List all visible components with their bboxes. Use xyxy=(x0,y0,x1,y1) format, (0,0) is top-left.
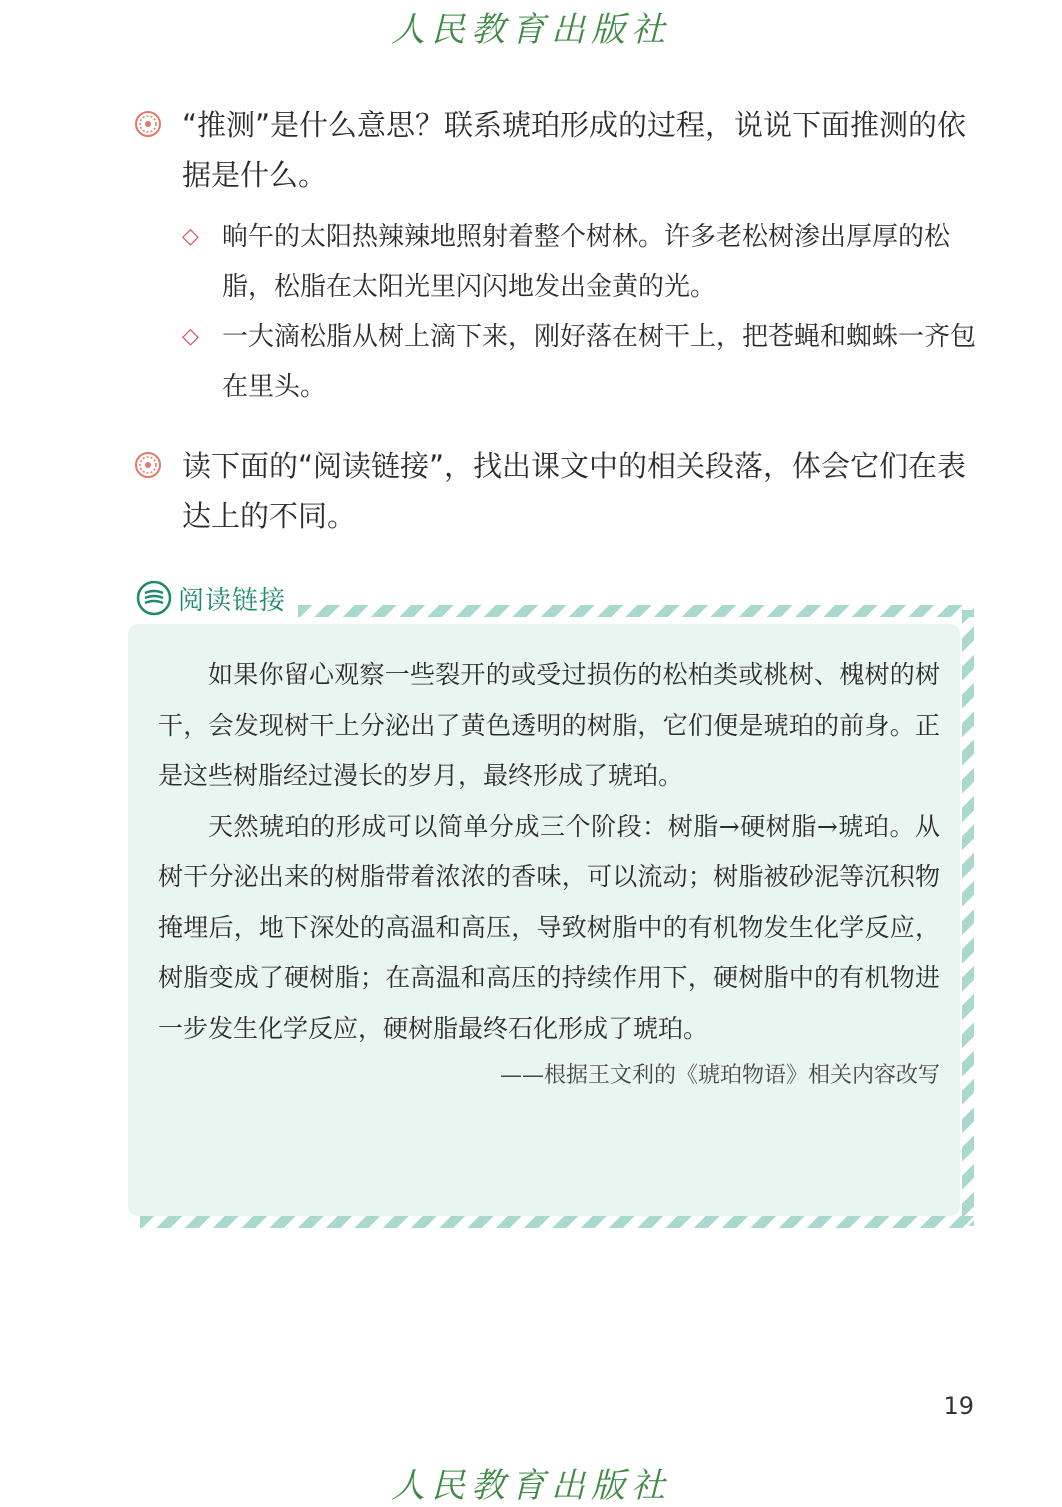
bullet-text: 晌午的太阳热辣辣地照射着整个树林。许多老松树渗出厚厚的松脂，松脂在太阳光里闪闪地发出金黄的光。 xyxy=(222,222,951,302)
question-2 xyxy=(134,441,984,541)
question-text: “推测”是什么意思？联系琥珀形成的过程，说说下面推测的依据是什么。 xyxy=(182,108,967,192)
diamond-outline-icon: ◇ xyxy=(182,324,199,349)
list-item xyxy=(182,212,982,312)
reading-link-title: 阅读链接 xyxy=(178,585,287,616)
list-item xyxy=(182,312,982,412)
decorative-stripe-right xyxy=(962,610,974,1226)
reading-paragraph-2: 天然琥珀的形成可以简单分成三个阶段：树脂→硬树脂→琥珀。从树干分泌出来的树脂带着浓浓的香味，可以流动；树脂被砂泥等沉积物掩埋后，地下深处的高温和高压，导致树脂中的有机物发生化学反应，树脂变成了硬树脂；在高温和高压的持续作用下，硬树脂中的有机物进一步发生化学反应，硬树脂最终石化形成了琥珀。 xyxy=(158,811,940,1043)
bullet-list xyxy=(182,212,982,412)
book-icon xyxy=(136,580,172,616)
bullet-text: 一大滴松脂从树上滴下来，刚好落在树干上，把苍蝇和蜘蛛一齐包在里头。 xyxy=(222,322,977,402)
decorative-stripe-bottom xyxy=(140,1216,974,1228)
question-text: 读下面的“阅读链接”，找出课文中的相关段落，体会它们在表达上的不同。 xyxy=(182,449,967,533)
decorative-stripe-top xyxy=(298,605,974,617)
question-1 xyxy=(134,100,984,200)
seal-stamp-icon xyxy=(134,110,162,138)
footer-publisher-logo: 人民教育出版社 xyxy=(391,1466,671,1506)
reading-link-heading xyxy=(136,578,286,618)
reading-source: ——根据王文利的《琥珀物语》相关内容改写 xyxy=(499,1063,940,1088)
seal-stamp-icon xyxy=(134,451,162,479)
reading-link-content xyxy=(158,650,940,1098)
page-number: 19 xyxy=(943,1392,974,1420)
diamond-outline-icon: ◇ xyxy=(182,224,199,249)
header-publisher-logo: 人民教育出版社 xyxy=(391,10,671,50)
reading-paragraph-1: 如果你留心观察一些裂开的或受过损伤的松柏类或桃树、槐树的树干，会发现树干上分泌出了黄色透明的树脂，它们便是琥珀的前身。正是这些树脂经过漫长的岁月，最终形成了琥珀。 xyxy=(158,660,940,790)
